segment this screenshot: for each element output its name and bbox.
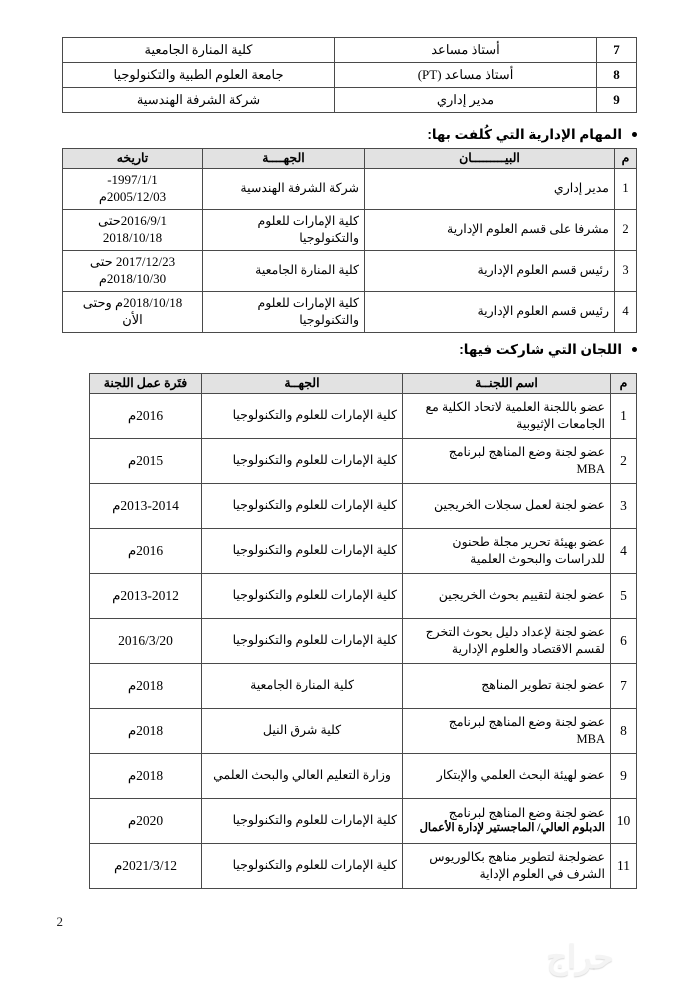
row-organization: جامعة العلوم الطبية والتكنولوجيا [63, 63, 335, 88]
row-committee-name [403, 393, 611, 438]
duties-table-body [63, 168, 637, 332]
row-organization: كلية الإمارات للعلوم والتكنولوجيا [202, 798, 403, 843]
column-header-period: فتَرة عمل اللجنة [90, 374, 202, 394]
table-row [63, 250, 637, 291]
row-number: 8 [611, 708, 637, 753]
row-period: 2018م [90, 708, 202, 753]
name-line-1: عضولجنة لتطوير مناهج بكالوريوس [429, 850, 605, 864]
row-number: 7 [597, 38, 637, 63]
row-statement: مدير إداري [365, 168, 615, 209]
table-row [63, 63, 637, 88]
row-number: 3 [615, 250, 637, 291]
column-header-statement: البيـــــــــان [365, 149, 615, 169]
table-row [63, 38, 637, 63]
row-committee-name [403, 618, 611, 663]
heading-committees [459, 342, 637, 358]
name-line-2: الشرف في العلوم الإداية [479, 866, 605, 881]
row-committee-name [403, 573, 611, 618]
row-committee-name [403, 843, 611, 888]
row-organization: وزارة التعليم العالي والبحث العلمي [202, 753, 403, 798]
row-period: 2016م [90, 393, 202, 438]
table-row [90, 663, 637, 708]
row-period: 2018م [90, 663, 202, 708]
row-number: 1 [615, 168, 637, 209]
credentials-table-body [63, 38, 637, 113]
row-committee-name [403, 708, 611, 753]
row-statement: رئيس قسم العلوم الإدارية [365, 250, 615, 291]
row-number: 11 [611, 843, 637, 888]
row-statement: رئيس قسم العلوم الإدارية [365, 291, 615, 332]
row-organization: شركة الشرفة الهندسية [63, 88, 335, 113]
table-header-row [90, 374, 637, 394]
table-row [90, 483, 637, 528]
row-organization: كلية الإمارات للعلوم والتكنولوجيا [203, 291, 365, 332]
row-organization: كلية الإمارات للعلوم والتكنولوجيا [203, 209, 365, 250]
date-line-2: 2018/10/18 [102, 229, 163, 245]
row-number: 8 [597, 63, 637, 88]
duties-table-head [63, 149, 637, 169]
row-committee-name [403, 798, 611, 843]
row-number: 9 [611, 753, 637, 798]
date-line-1: 1997/1/1- [107, 171, 158, 187]
column-header-organization: الجهــة [202, 374, 403, 394]
row-title: أستاذ مساعد [335, 38, 597, 63]
row-period: 2013-2014م [90, 483, 202, 528]
name-line-1: عضو لجنة وضع المناهج لبرنامج [448, 805, 605, 820]
date-line-2: 2018/10/30م [98, 270, 167, 286]
name-line-1: عضو لجنة تطوير المناهج [481, 678, 605, 693]
credentials-table [62, 37, 637, 113]
row-date [63, 291, 203, 332]
row-committee-name [403, 528, 611, 573]
heading-text: المهام الإدارية التي كُلفت بها: [427, 127, 622, 142]
row-number: 4 [615, 291, 637, 332]
table-row [90, 393, 637, 438]
row-number: 3 [611, 483, 637, 528]
column-header-date: تاريخه [63, 149, 203, 169]
name-line-1: عضو لهيئة البحث العلمي والإبتكار [436, 768, 605, 783]
name-line-2: لقسم الاقتصاد والعلوم الإدارية [451, 641, 605, 656]
heading-text: اللجان التي شاركت فيها: [459, 342, 622, 357]
table-header-row [63, 149, 637, 169]
administrative-duties-table [62, 148, 637, 333]
name-line-2: MBA [576, 731, 605, 746]
date-line-1: 2018/10/18م وحتى [82, 294, 183, 310]
row-date [63, 209, 203, 250]
committees-table-body [90, 393, 637, 888]
bullet-icon [632, 132, 637, 137]
name-line-1: عضو بهيئة تحرير مجلة طحنون [452, 535, 605, 549]
table-row [90, 708, 637, 753]
table-row [63, 209, 637, 250]
row-period: 2016/3/20 [90, 618, 202, 663]
row-committee-name [403, 753, 611, 798]
row-date [63, 250, 203, 291]
row-organization: كلية الإمارات للعلوم والتكنولوجيا [202, 483, 403, 528]
date-line-2: الأن [122, 311, 143, 327]
row-organization: كلية الإمارات للعلوم والتكنولوجيا [202, 393, 403, 438]
row-organization: كلية شرق النيل [202, 708, 403, 753]
heading-administrative-duties [427, 127, 637, 143]
row-organization: كلية الإمارات للعلوم والتكنولوجيا [202, 573, 403, 618]
name-line-2: الجامعات الإثيوبية [516, 416, 605, 431]
row-title: أستاذ مساعد (PT) [335, 63, 597, 88]
date-line-1: 2016/9/1حتى [97, 212, 168, 228]
table-row [90, 573, 637, 618]
name-line-1: عضو لجنة لعمل سجلات الخريجين [434, 498, 605, 513]
row-period: 2016م [90, 528, 202, 573]
date-line-2: 2005/12/03م [98, 188, 167, 204]
table-row [90, 618, 637, 663]
name-line-2: MBA [576, 461, 605, 476]
row-organization: كلية الإمارات للعلوم والتكنولوجيا [202, 438, 403, 483]
row-number: 1 [611, 393, 637, 438]
name-line-2: للدراسات والبحوث العلمية [470, 551, 605, 566]
row-number: 2 [611, 438, 637, 483]
row-period: 2013-2012م [90, 573, 202, 618]
row-organization: كلية الإمارات للعلوم والتكنولوجيا [202, 618, 403, 663]
row-number: 4 [611, 528, 637, 573]
table-row [90, 438, 637, 483]
row-statement: مشرفا على قسم العلوم الإدارية [365, 209, 615, 250]
date-line-1: 2017/12/23 حتى [89, 253, 176, 269]
bullet-icon [632, 347, 637, 352]
watermark: حراج [546, 939, 614, 975]
table-row [90, 843, 637, 888]
row-date [63, 168, 203, 209]
row-organization: كلية المنارة الجامعية [203, 250, 365, 291]
row-title: مدير إداري [335, 88, 597, 113]
row-committee-name [403, 483, 611, 528]
table-row [63, 88, 637, 113]
name-line-2: الدبلوم العالي/ الماجستير لإدارة الأعمال [419, 822, 605, 835]
row-committee-name [403, 663, 611, 708]
table-row [90, 528, 637, 573]
committees-table [89, 373, 637, 889]
name-line-1: عضو لجنة لتقييم بحوث الخريجين [438, 588, 605, 603]
table-row [63, 168, 637, 209]
row-number: 2 [615, 209, 637, 250]
table-row [90, 753, 637, 798]
table-row [63, 291, 637, 332]
name-line-1: عضو لجنة وضع المناهج لبرنامج [448, 445, 605, 459]
row-number: 5 [611, 573, 637, 618]
committees-table-head [90, 374, 637, 394]
page-number: 2 [56, 914, 63, 929]
row-period: 2018م [90, 753, 202, 798]
row-organization: كلية المنارة الجامعية [63, 38, 335, 63]
row-number: 7 [611, 663, 637, 708]
column-header-number: م [611, 374, 637, 394]
row-period: 2020م [90, 798, 202, 843]
row-committee-name [403, 438, 611, 483]
table-row [90, 798, 637, 843]
row-organization: كلية المنارة الجامعية [202, 663, 403, 708]
row-organization: شركة الشرفة الهندسية [203, 168, 365, 209]
name-line-1: عضو لجنة لإعداد دليل بحوث التخرج [425, 625, 605, 639]
row-period: 2015م [90, 438, 202, 483]
column-header-number: م [615, 149, 637, 169]
name-line-1: عضو باللجنة العلمية لاتحاد الكلية مع [425, 400, 605, 414]
row-period: 2021/3/12م [90, 843, 202, 888]
column-header-committee-name: اسم اللجنــة [403, 374, 611, 394]
column-header-organization: الجهــــة [203, 149, 365, 169]
row-number: 9 [597, 88, 637, 113]
row-number: 6 [611, 618, 637, 663]
row-number: 10 [611, 798, 637, 843]
name-line-1: عضو لجنة وضع المناهج لبرنامج [448, 715, 605, 729]
row-organization: كلية الإمارات للعلوم والتكنولوجيا [202, 843, 403, 888]
row-organization: كلية الإمارات للعلوم والتكنولوجيا [202, 528, 403, 573]
